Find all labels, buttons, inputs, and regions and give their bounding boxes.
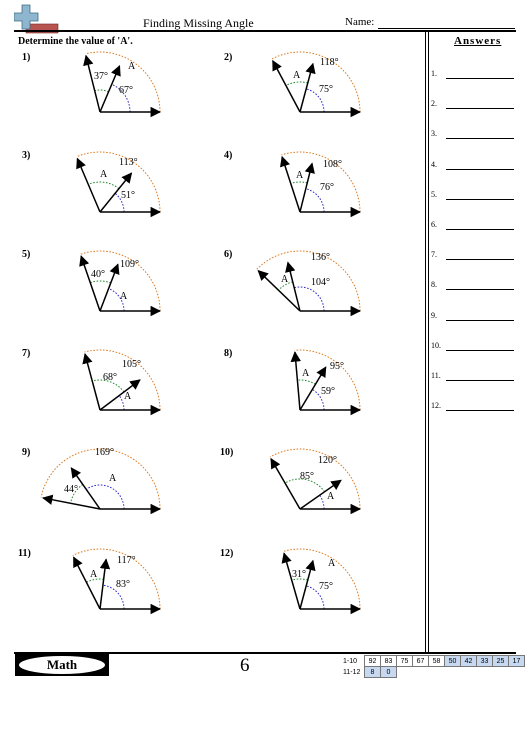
- answer-number: 12.: [431, 401, 441, 411]
- math-badge-label: Math: [19, 656, 105, 674]
- score-row-label: 11-12: [343, 668, 361, 676]
- top-angle-label: 31°: [292, 569, 306, 580]
- angle-ray: [295, 352, 300, 410]
- answer-blank[interactable]: [446, 380, 514, 381]
- top-angle-arc: [88, 182, 119, 189]
- inner-angle-label: 67°: [119, 85, 133, 96]
- problem-number: 1): [22, 52, 31, 63]
- answer-number: 3.: [431, 129, 437, 139]
- outer-angle-label: 95°: [330, 361, 344, 372]
- problem-number: 3): [22, 150, 31, 161]
- top-angle-arc: [291, 182, 308, 183]
- answer-number: 5.: [431, 189, 437, 199]
- outer-angle-label: 109°: [120, 259, 139, 270]
- score-spacer: [477, 667, 493, 678]
- top-angle-label: 85°: [300, 471, 314, 482]
- angle-ray: [43, 498, 100, 509]
- angle-ray: [300, 480, 341, 509]
- problem-number: 7): [22, 348, 31, 359]
- angle-ray: [300, 64, 313, 112]
- problem-number: 2): [224, 52, 233, 63]
- inner-angle-label: 104°: [311, 277, 330, 288]
- inner-angle-label: A: [124, 391, 132, 402]
- top-angle-arc: [286, 82, 308, 86]
- outer-angle-arc: [257, 251, 360, 311]
- problem-7: [22, 348, 160, 410]
- score-row: [343, 656, 525, 667]
- angle-ray: [85, 354, 100, 410]
- problem-number: 8): [224, 348, 233, 359]
- inner-angle-label: 51°: [121, 190, 135, 201]
- problem-number: 5): [22, 249, 31, 260]
- answer-blank[interactable]: [446, 289, 514, 290]
- problem-9: [22, 447, 160, 509]
- angle-ray: [100, 559, 106, 609]
- score-cell: 75: [397, 656, 413, 667]
- problem-10: [220, 447, 360, 509]
- outer-angle-arc: [272, 52, 360, 112]
- angle-ray: [300, 561, 313, 609]
- score-spacer: [397, 667, 413, 678]
- angle-ray: [74, 557, 100, 609]
- answer-blank[interactable]: [446, 138, 514, 139]
- outer-angle-label: A: [128, 61, 136, 72]
- inner-angle-label: A: [120, 291, 128, 302]
- top-angle-label: 37°: [94, 71, 108, 82]
- answer-blank[interactable]: [446, 259, 514, 260]
- answer-number: 8.: [431, 280, 437, 290]
- answer-number: 10.: [431, 340, 441, 350]
- worksheet-title: Finding Missing Angle: [143, 16, 254, 30]
- score-cell: 67: [413, 656, 429, 667]
- outer-angle-label: 169°: [95, 447, 114, 458]
- score-spacer: [509, 667, 525, 678]
- problem-5: [22, 249, 160, 311]
- answer-number: 4.: [431, 159, 437, 169]
- outer-angle-label: 118°: [320, 57, 339, 68]
- angle-ray: [77, 159, 100, 212]
- answer-blank[interactable]: [446, 320, 514, 321]
- outer-angle-label: 117°: [117, 555, 136, 566]
- instructions: Determine the value of 'A'.: [18, 36, 133, 47]
- score-cell: 25: [493, 656, 509, 667]
- inner-angle-label: 83°: [116, 579, 130, 590]
- angle-ray: [100, 380, 140, 410]
- problem-4: [224, 150, 360, 212]
- top-angle-arc: [90, 281, 111, 283]
- top-angle-label: 40°: [91, 269, 105, 280]
- inner-angle-label: 75°: [319, 581, 333, 592]
- angle-ray: [81, 256, 100, 311]
- name-label: Name:: [345, 16, 375, 28]
- answer-number: 6.: [431, 220, 437, 229]
- score-cell: 58: [429, 656, 445, 667]
- angle-ray: [86, 56, 100, 112]
- inner-angle-label: A: [109, 473, 117, 484]
- answer-number: 11.: [431, 371, 441, 380]
- angle-ray: [258, 271, 300, 311]
- score-spacer: [429, 667, 445, 678]
- angle-ray: [271, 459, 300, 509]
- answer-blank[interactable]: [446, 350, 514, 351]
- score-cell: 0: [381, 667, 397, 678]
- score-spacer: [413, 667, 429, 678]
- problem-12: [220, 548, 360, 609]
- inner-angle-label: 75°: [319, 84, 333, 95]
- top-angle-label: A: [302, 368, 310, 379]
- top-angle-label: A: [281, 274, 289, 285]
- problem-11: [18, 548, 160, 609]
- answer-blank[interactable]: [446, 199, 514, 200]
- score-cell: 17: [509, 656, 525, 667]
- score-spacer: [445, 667, 461, 678]
- angle-ray: [284, 553, 300, 609]
- score-cell: 50: [445, 656, 461, 667]
- problem-number: 9): [22, 447, 31, 458]
- problem-number: 12): [220, 548, 234, 559]
- score-row-label: 1-10: [343, 657, 358, 665]
- math-badge: [15, 654, 109, 676]
- answer-number: 9.: [431, 310, 437, 320]
- problem-number: 4): [224, 150, 233, 161]
- problem-number: 10): [220, 447, 234, 458]
- outer-angle-label: 108°: [323, 159, 342, 170]
- outer-angle-arc: [85, 52, 160, 112]
- problem-number: 11): [18, 548, 31, 559]
- problem-6: [224, 249, 360, 311]
- problem-number: 6): [224, 249, 233, 260]
- problem-8: [224, 348, 360, 410]
- score-cell: 83: [381, 656, 397, 667]
- angle-ray: [282, 157, 300, 212]
- outer-angle-label: 105°: [122, 359, 141, 370]
- problem-2: [224, 52, 360, 112]
- page-number: 6: [240, 655, 250, 676]
- answer-number: 7.: [431, 250, 437, 260]
- answers-title: Answers: [454, 35, 502, 47]
- angle-ray: [273, 61, 300, 112]
- answer-blank[interactable]: [446, 78, 514, 79]
- top-angle-arc: [95, 90, 109, 92]
- answer-blank[interactable]: [446, 108, 514, 109]
- top-angle-label: A: [90, 569, 98, 580]
- score-cell: 33: [477, 656, 493, 667]
- top-angle-label: A: [100, 169, 108, 180]
- inner-angle-label: A: [327, 491, 335, 502]
- score-spacer: [493, 667, 509, 678]
- top-angle-label: 44°: [64, 484, 78, 495]
- answer-blank[interactable]: [446, 410, 514, 411]
- answer-blank[interactable]: [446, 229, 514, 230]
- score-spacer: [461, 667, 477, 678]
- answer-blank[interactable]: [446, 169, 514, 170]
- top-angle-label: 68°: [103, 372, 117, 383]
- problem-3: [22, 150, 160, 212]
- score-cell: 42: [461, 656, 477, 667]
- score-row: [343, 667, 525, 678]
- answer-number: 1.: [431, 69, 437, 78]
- score-table: [343, 655, 525, 678]
- inner-angle-label: 76°: [320, 182, 334, 193]
- top-angle-label: A: [296, 170, 304, 181]
- inner-angle-label: 59°: [321, 386, 335, 397]
- top-angle-label: A: [293, 70, 301, 81]
- top-angle-arc: [297, 380, 315, 384]
- score-cell: 8: [365, 667, 381, 678]
- outer-angle-label: 120°: [318, 455, 337, 466]
- answer-number: 2.: [431, 99, 437, 109]
- outer-angle-label: 136°: [311, 252, 330, 263]
- problem-1: [22, 52, 160, 112]
- outer-angle-label: 113°: [119, 157, 138, 168]
- answers-divider: [425, 32, 429, 652]
- score-cell: 92: [365, 656, 381, 667]
- outer-angle-label: A: [328, 558, 336, 569]
- inner-angle-arc: [320, 495, 324, 509]
